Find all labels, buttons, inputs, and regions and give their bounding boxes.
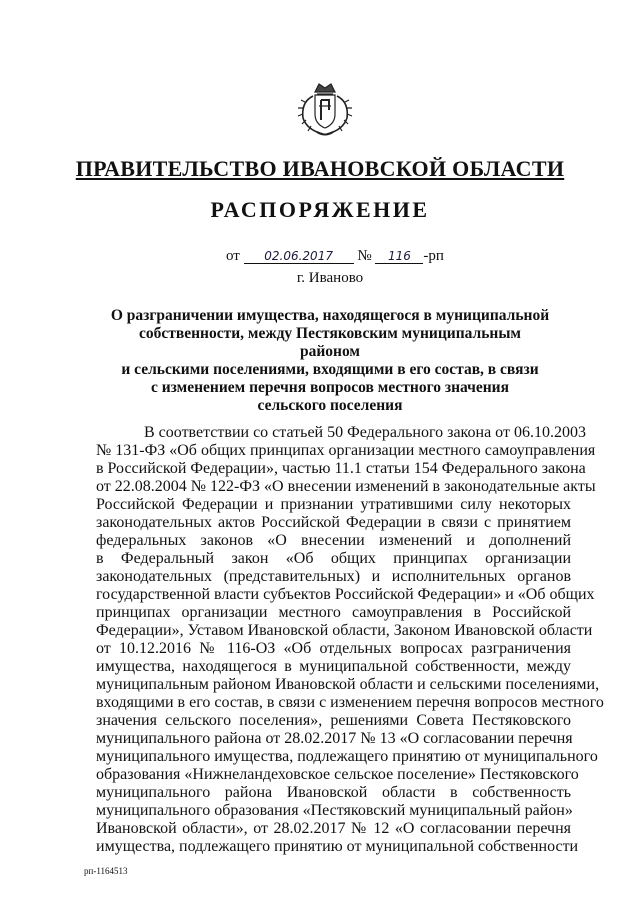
body-line: Российской Федерации и признании утратившими силу некоторых [96,496,571,513]
body-line: имущества, находящегося в муниципальной собственности, между [96,658,571,675]
date-value: 02.06.2017 [244,249,354,264]
date-number-line [226,248,444,265]
body-line: Федерации», Уставом Ивановской области, Законом Ивановской области [96,622,593,639]
body-line: в Российской Федерации», частью 11.1 статьи 154 Федерального закона [96,460,586,477]
number-value: 116 [375,249,423,264]
body-line: значения сельского поселения», решениями Совета Пестяковского [96,712,571,729]
body-line: В соответствии со статьей 50 Федерального закона от 06.10.2003 [144,424,586,441]
body-line: муниципальным районом Ивановской области и сельскими поселениями, [96,676,600,693]
number-suffix: -рп [423,248,444,264]
body-line: от 22.08.2004 № 122-ФЗ «О внесении изменений в законодательные акты [96,478,596,495]
body-line: входящими в его состав, в связи с изменением перечня вопросов местного [96,694,604,711]
date-prefix: от [226,248,240,264]
body-line: образования «Нижнеландеховское сельское поселение» Пестяковского [96,766,579,783]
city: г. Иваново [296,270,364,286]
body-line: имущества, подлежащего принятию от муниципальной собственности [96,838,579,855]
document-type: РАСПОРЯЖЕНИЕ [210,197,430,222]
subject-line: и сельскими поселениями, входящими в его состав, в связи [121,361,539,378]
registration-code: рп-1164513 [84,866,128,876]
body-line: государственной власти субъектов Российской Федерации» и «Об общих [96,586,595,603]
subject-line: с изменением перечня вопросов местного значения [150,379,509,396]
body-paragraph [96,424,604,856]
body-line: от 10.12.2016 № 116-ОЗ «Об отдельных вопросах разграничения [96,640,571,657]
document-subject [110,307,550,415]
subject-line: собственности, между Пестяковским муниципальным районом [138,325,521,360]
body-line: принципах организации местного самоуправления в Российской [96,604,571,621]
subject-line: сельского поселения [257,397,403,414]
subject-line: О разграничении имущества, находящегося в муниципальной [110,307,550,324]
body-line: федеральных законов «О внесении изменений и дополнений [96,532,571,549]
ivanovo-coat-of-arms-icon [293,80,357,138]
body-line: № 131-ФЗ «Об общих принципах организации местного самоуправления [96,442,596,459]
body-line: Ивановской области», от 28.02.2017 № 12 «О согласовании перечня [96,820,571,837]
number-prefix: № [357,248,372,264]
body-line: муниципального района от 28.02.2017 № 13 «О согласовании перечня [96,730,573,747]
body-line: законодательных актов Российской Федерации в связи с принятием [96,514,571,531]
body-line: законодательных (представительных) и исполнительных органов [96,568,571,585]
body-line: муниципального района Ивановской области в собственность [96,784,571,801]
body-line: в Федеральный закон «Об общих принципах организации [96,550,571,567]
body-line: муниципального образования «Пестяковский муниципальный район» [96,802,573,819]
body-line: муниципального имущества, подлежащего принятию от муниципального [96,748,598,765]
government-title: ПРАВИТЕЛЬСТВО ИВАНОВСКОЙ ОБЛАСТИ [75,156,565,181]
